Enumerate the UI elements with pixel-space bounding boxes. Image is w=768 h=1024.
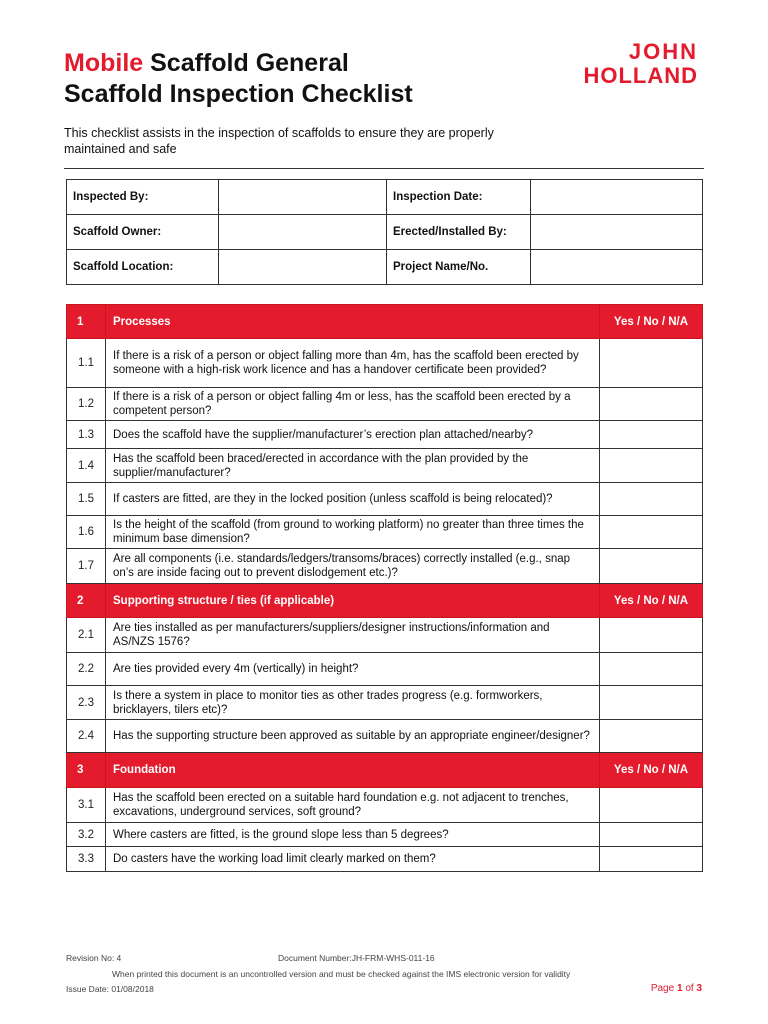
- info-value-field[interactable]: [531, 250, 703, 285]
- item-question: Are all components (i.e. standards/ledgers/transoms/braces) correctly installed (e.g., snap on’s are inside facing out to prevent dislodgement etc.)?: [106, 549, 600, 584]
- title-line2: Scaffold Inspection Checklist: [64, 80, 413, 108]
- info-label: Scaffold Location:: [67, 250, 219, 285]
- info-row: [67, 215, 703, 250]
- checklist-item-row: [67, 823, 703, 847]
- section-number: 1: [67, 305, 106, 339]
- section-header-row: [67, 584, 703, 618]
- section-title: Processes: [106, 305, 600, 339]
- answer-field[interactable]: [600, 421, 703, 449]
- item-number: 1.7: [67, 549, 106, 584]
- item-number: 1.2: [67, 388, 106, 421]
- item-number: 3.3: [67, 847, 106, 872]
- checklist-item-row: [67, 449, 703, 483]
- info-label: Scaffold Owner:: [67, 215, 219, 250]
- answer-field[interactable]: [600, 618, 703, 653]
- answer-field[interactable]: [600, 720, 703, 753]
- section-title: Supporting structure / ties (if applicable): [106, 584, 600, 618]
- page-indicator: [651, 983, 702, 994]
- item-number: 2.1: [67, 618, 106, 653]
- checklist-item-row: [67, 388, 703, 421]
- item-question: If there is a risk of a person or object falling 4m or less, has the scaffold been erected by a competent person?: [106, 388, 600, 421]
- answer-field[interactable]: [600, 388, 703, 421]
- info-value-field[interactable]: [219, 250, 387, 285]
- info-row: [67, 250, 703, 285]
- checklist-table: [66, 304, 703, 872]
- item-question: Is the height of the scaffold (from ground to working platform) no greater than three times the minimum base dimension?: [106, 516, 600, 549]
- logo-line2: HOLLAND: [583, 63, 698, 88]
- checklist-item-row: [67, 483, 703, 516]
- item-number: 2.2: [67, 653, 106, 686]
- item-number: 1.3: [67, 421, 106, 449]
- item-number: 1.6: [67, 516, 106, 549]
- checklist-item-row: [67, 720, 703, 753]
- section-header-row: [67, 305, 703, 339]
- answer-header: Yes / No / N/A: [600, 305, 703, 339]
- uncontrolled-notice: When printed this document is an uncontrolled version and must be checked against the IMS electronic version for validity: [112, 969, 571, 979]
- checklist-item-row: [67, 788, 703, 823]
- item-question: Are ties installed as per manufacturers/suppliers/designer instructions/information and AS/NZS 1576?: [106, 618, 600, 653]
- info-label: Project Name/No.: [387, 250, 531, 285]
- checklist-item-row: [67, 516, 703, 549]
- info-value-field[interactable]: [531, 180, 703, 215]
- answer-field[interactable]: [600, 823, 703, 847]
- item-number: 3.2: [67, 823, 106, 847]
- info-value-field[interactable]: [219, 180, 387, 215]
- john-holland-logo: [548, 40, 698, 88]
- page-current: 1: [676, 983, 683, 994]
- item-question: Does the scaffold have the supplier/manufacturer’s erection plan attached/nearby?: [106, 421, 600, 449]
- divider: [64, 168, 704, 169]
- section-title: Foundation: [106, 753, 600, 788]
- info-label: Erected/Installed By:: [387, 215, 531, 250]
- page-label: Page: [650, 983, 675, 994]
- item-number: 2.3: [67, 686, 106, 720]
- intro-text: This checklist assists in the inspection of scaffolds to ensure they are properly maintained and safe: [64, 126, 494, 156]
- item-question: Is there a system in place to monitor ties as other trades progress (e.g. formworkers, bricklayers, tilers etc)?: [106, 686, 600, 720]
- answer-field[interactable]: [600, 653, 703, 686]
- checklist-item-row: [67, 339, 703, 388]
- checklist-item-row: [67, 618, 703, 653]
- answer-field[interactable]: [600, 483, 703, 516]
- item-question: If there is a risk of a person or object falling more than 4m, has the scaffold been erected by someone with a high-risk work licence and has a handover certificate been provided?: [106, 339, 600, 388]
- item-question: Are ties provided every 4m (vertically) in height?: [106, 653, 600, 686]
- logo-line1: JOHN: [628, 39, 698, 64]
- item-number: 1.4: [67, 449, 106, 483]
- checklist-item-row: [67, 421, 703, 449]
- info-label: Inspection Date:: [387, 180, 531, 215]
- answer-field[interactable]: [600, 516, 703, 549]
- answer-field[interactable]: [600, 339, 703, 388]
- section-header-row: [67, 753, 703, 788]
- item-number: 1.5: [67, 483, 106, 516]
- checklist-item-row: [67, 653, 703, 686]
- info-row: [67, 180, 703, 215]
- page-total: 3: [696, 983, 702, 994]
- item-question: Has the scaffold been braced/erected in accordance with the plan provided by the supplier/manufacturer?: [106, 449, 600, 483]
- document-number: Document Number:JH-FRM-WHS-011-16: [278, 953, 435, 963]
- item-number: 1.1: [67, 339, 106, 388]
- info-label: Inspected By:: [67, 180, 219, 215]
- answer-field[interactable]: [600, 549, 703, 584]
- section-number: 3: [67, 753, 106, 788]
- checklist-item-row: [67, 549, 703, 584]
- checklist-item-row: [67, 686, 703, 720]
- item-question: If casters are fitted, are they in the locked position (unless scaffold is being relocated)?: [106, 483, 600, 516]
- answer-header: Yes / No / N/A: [600, 584, 703, 618]
- issue-date: Issue Date: 01/08/2018: [66, 984, 154, 994]
- document-title: [64, 48, 584, 110]
- revision-number: Revision No: 4: [66, 953, 122, 963]
- section-number: 2: [67, 584, 106, 618]
- info-value-field[interactable]: [219, 215, 387, 250]
- info-value-field[interactable]: [531, 215, 703, 250]
- checklist-item-row: [67, 847, 703, 872]
- item-number: 3.1: [67, 788, 106, 823]
- answer-field[interactable]: [600, 788, 703, 823]
- item-number: 2.4: [67, 720, 106, 753]
- item-question: Has the scaffold been erected on a suitable hard foundation e.g. not adjacent to trenches, excavations, underground services, soft ground?: [106, 788, 600, 823]
- title-rest: Scaffold General: [150, 49, 349, 77]
- answer-field[interactable]: [600, 847, 703, 872]
- item-question: Where casters are fitted, is the ground slope less than 5 degrees?: [106, 823, 600, 847]
- page-of: of: [685, 983, 694, 994]
- title-accent: Mobile: [64, 49, 144, 77]
- answer-field[interactable]: [600, 686, 703, 720]
- answer-header: Yes / No / N/A: [600, 753, 703, 788]
- item-question: Do casters have the working load limit clearly marked on them?: [106, 847, 600, 872]
- info-table: [66, 179, 703, 285]
- item-question: Has the supporting structure been approved as suitable by an appropriate engineer/designer?: [106, 720, 600, 753]
- answer-field[interactable]: [600, 449, 703, 483]
